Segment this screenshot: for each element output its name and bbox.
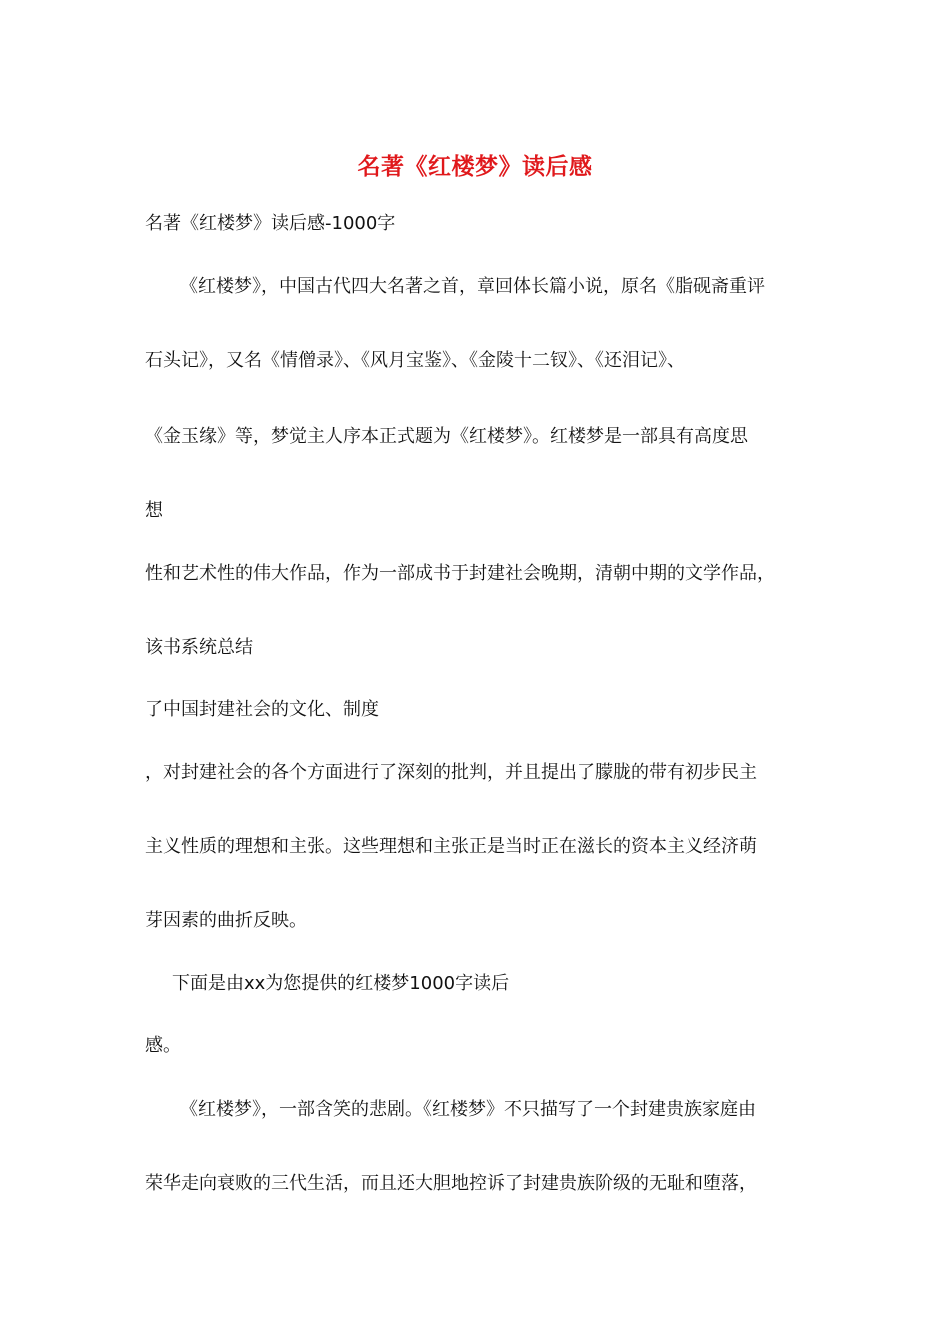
subtitle-line: 名著《红楼梦》读后感-1000字 (145, 213, 396, 234)
text-line: ，对封建社会的各个方面进行了深刻的批判，并且提出了朦胧的带有初步民主 (145, 762, 757, 783)
text-line: 石头记》，又名《情僧录》、《风月宝鉴》、《金陵十二钗》、《还泪记》、 (145, 350, 685, 371)
text-line: 性和艺术性的伟大作品，作为一部成书于封建社会晚期，清朝中期的文学作品， (145, 563, 775, 584)
text-line: 感。 (145, 1035, 181, 1056)
text-line: 了中国封建社会的文化、制度 (145, 699, 379, 720)
document-title: 名著《红楼梦》读后感 (357, 153, 593, 180)
text-line: 下面是由xx为您提供的红楼梦1000字读后 (172, 973, 510, 994)
text-line: 想 (145, 500, 163, 521)
text-line: 《红楼梦》，一部含笑的悲剧。《红楼梦》不只描写了一个封建贵族家庭由 (180, 1099, 756, 1120)
text-line: 《红楼梦》，中国古代四大名著之首，章回体长篇小说，原名《脂砚斋重评 (180, 276, 765, 297)
text-line: 主义性质的理想和主张。这些理想和主张正是当时正在滋长的资本主义经济萌 (145, 836, 757, 857)
text-line: 荣华走向衰败的三代生活，而且还大胆地控诉了封建贵族阶级的无耻和堕落， (145, 1173, 757, 1194)
text-line: 《金玉缘》等，梦觉主人序本正式题为《红楼梦》。红楼梦是一部具有高度思 (145, 426, 748, 447)
text-line: 芽因素的曲折反映。 (145, 910, 307, 931)
text-line: 该书系统总结 (145, 637, 253, 658)
